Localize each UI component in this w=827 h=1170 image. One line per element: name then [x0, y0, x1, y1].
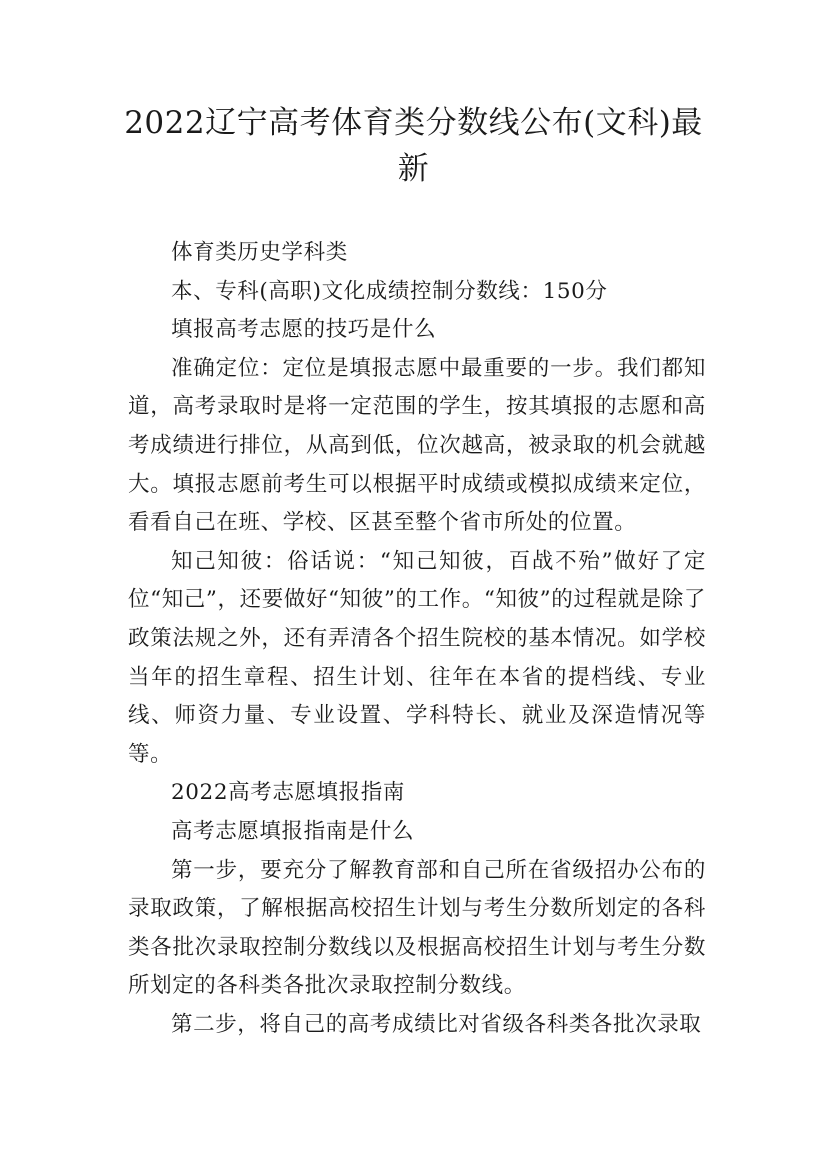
paragraph-text: 第二步，将自己的高考成绩比对省级各科类各批次录取 — [171, 1011, 702, 1037]
paragraph-subheading: 高考志愿填报指南是什么 — [171, 818, 415, 844]
paragraph-subheading: 2022高考志愿填报指南 — [171, 780, 405, 806]
paragraph-text: 准确定位：定位是填报志愿中最重要的一步。我们都知道，高考录取时是将一定范围的学生，按其填报的志愿和高考成绩进行排位，从高到低，位次越高，被录取的机会就越大。填报志愿前考生可以根据平时成绩或模拟成绩来定位，看看自己在班、学校、区甚至整个省市所处的位置。 — [128, 355, 706, 536]
document-title: 2022辽宁高考体育类分数线公布(文科)最新 — [124, 105, 703, 187]
paragraph-subheading: 填报高考志愿的技巧是什么 — [171, 317, 437, 343]
paragraph-score-line: 本、专科(高职)文化成绩控制分数线：150分 — [171, 278, 608, 304]
paragraph-text: 知己知彼：俗话说：“知己知彼，百战不殆”做好了定位“知己”，还要做好“知彼”的工作。“知彼”的过程就是除了政策法规之外，还有弄清各个招生院校的基本情况。如学校当年的招生章程、招生计划、往年在本省的提档线、专业线、师资力量、专业设置、学科特长、就业及深造情况等等。 — [128, 548, 706, 767]
document-body — [128, 234, 706, 1044]
paragraph-subheading: 体育类历史学科类 — [171, 240, 348, 265]
paragraph-text: 第一步，要充分了解教育部和自己所在省级招办公布的录取政策，了解根据高校招生计划与考生分数所划定的各科类各批次录取控制分数线以及根据高校招生计划与考生分数所划定的各科类各批次录取控制分数线。 — [128, 857, 706, 999]
